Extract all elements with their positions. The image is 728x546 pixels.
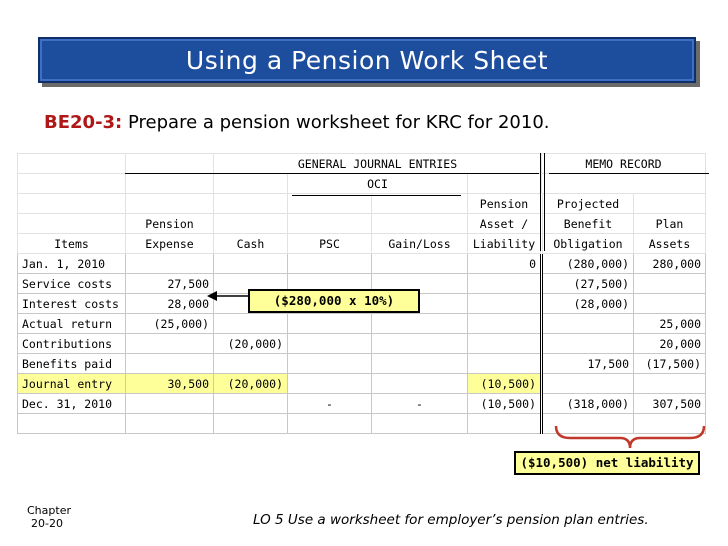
cell-psc [288,374,372,394]
table-row [18,354,706,374]
chapter-word: Chapter [27,504,71,517]
chapter-number: 20-20 [31,517,63,530]
cell-liability [468,274,542,294]
header-spacer [542,174,706,194]
cell-pbo [542,374,634,394]
exercise-text: Prepare a pension worksheet for KRC for 2010. [128,112,550,133]
col-header-expense-line2: Pension [126,214,214,234]
cell-pbo [542,334,634,354]
cell-pbo: (318,000) [542,394,634,414]
header-spacer [468,174,542,194]
cell-psc: - [288,394,372,414]
header-spacer [18,174,126,194]
cell-expense: 30,500 [126,374,214,394]
col-header-assets-line2: Plan [634,214,706,234]
worksheet-header [18,154,706,254]
col-header-psc: PSC [288,234,372,254]
cell-gainloss [372,254,468,274]
table-row [18,374,706,394]
table-row [18,254,706,274]
cell-empty [468,414,542,434]
cell-assets: 307,500 [634,394,706,414]
cell-item: Actual return [18,314,126,334]
cell-item: Benefits paid [18,354,126,374]
cell-gainloss [372,334,468,354]
cell-cash: (20,000) [214,334,288,354]
memo-divider [540,153,545,251]
chapter-label [27,504,71,530]
cell-liability: 0 [468,254,542,274]
cell-assets [634,294,706,314]
cell-liability [468,334,542,354]
worksheet-body [18,254,706,434]
header-spacer [126,154,214,174]
cell-assets: 20,000 [634,334,706,354]
cell-liability [468,314,542,334]
cell-expense [126,354,214,374]
cell-gainloss [372,314,468,334]
cell-item: Dec. 31, 2010 [18,394,126,414]
memo-header-rule [549,173,709,174]
cell-pbo: (27,500) [542,274,634,294]
col-header-expense: Expense [126,234,214,254]
col-header-pbo: Obligation [542,234,634,254]
header-spacer [214,174,288,194]
exercise-code: BE20-3: [44,112,123,133]
col-header-assets: Assets [634,234,706,254]
net-liability-brace-icon [550,420,712,454]
exercise-heading [44,112,550,133]
page-title: Using a Pension Work Sheet [185,46,549,75]
learning-objective: LO 5 Use a worksheet for employer’s pension plan entries. [253,512,649,528]
cell-gainloss: - [372,394,468,414]
cell-psc [288,354,372,374]
title-banner [38,37,696,83]
cell-cash [214,314,288,334]
callout-arrow-icon [205,288,251,304]
cell-empty [18,414,126,434]
cell-empty [288,414,372,434]
cell-expense: 28,000 [126,294,214,314]
cell-assets [634,374,706,394]
cell-expense: 27,500 [126,274,214,294]
cell-expense [126,254,214,274]
cell-cash [214,354,288,374]
col-header-liability: Liability [468,234,542,254]
cell-psc [288,334,372,354]
cell-assets: 25,000 [634,314,706,334]
cell-item: Service costs [18,274,126,294]
cell-assets: 280,000 [634,254,706,274]
cell-item: Interest costs [18,294,126,314]
cell-assets [634,274,706,294]
cell-liability [468,294,542,314]
interest-calculation-callout: ($280,000 x 10%) [248,289,420,313]
table-row [18,394,706,414]
cell-assets: (17,500) [634,354,706,374]
cell-cash [214,394,288,414]
cell-liability: (10,500) [468,394,542,414]
header-spacer [126,174,214,194]
cell-expense: (25,000) [126,314,214,334]
memo-record-header: MEMO RECORD [542,154,706,174]
general-journal-header: GENERAL JOURNAL ENTRIES [214,154,542,174]
cell-gainloss [372,354,468,374]
col-header-pbo-line1: Projected [542,194,634,214]
cell-expense [126,394,214,414]
cell-expense [126,334,214,354]
cell-pbo [542,314,634,334]
net-liability-callout: ($10,500) net liability [514,451,700,475]
cell-pbo: (280,000) [542,254,634,274]
cell-psc [288,254,372,274]
col-header-cash: Cash [214,234,288,254]
cell-psc [288,314,372,334]
col-header-items: Items [18,234,126,254]
header-spacer [18,154,126,174]
cell-pbo: (28,000) [542,294,634,314]
cell-item: Contributions [18,334,126,354]
table-row [18,334,706,354]
cell-cash: (20,000) [214,374,288,394]
col-header-liability-line1: Pension [468,194,542,214]
cell-item: Jan. 1, 2010 [18,254,126,274]
col-header-gainloss: Gain/Loss [372,234,468,254]
journal-header-rule [125,173,539,174]
col-header-liability-line2: Asset / [468,214,542,234]
cell-liability: (10,500) [468,374,542,394]
cell-item: Journal entry [18,374,126,394]
cell-empty [372,414,468,434]
col-header-pbo-line2: Benefit [542,214,634,234]
cell-liability [468,354,542,374]
cell-cash [214,254,288,274]
oci-header-rule [292,195,461,196]
cell-pbo: 17,500 [542,354,634,374]
cell-empty [214,414,288,434]
oci-header: OCI [288,174,468,194]
cell-gainloss [372,374,468,394]
table-row [18,314,706,334]
cell-empty [126,414,214,434]
